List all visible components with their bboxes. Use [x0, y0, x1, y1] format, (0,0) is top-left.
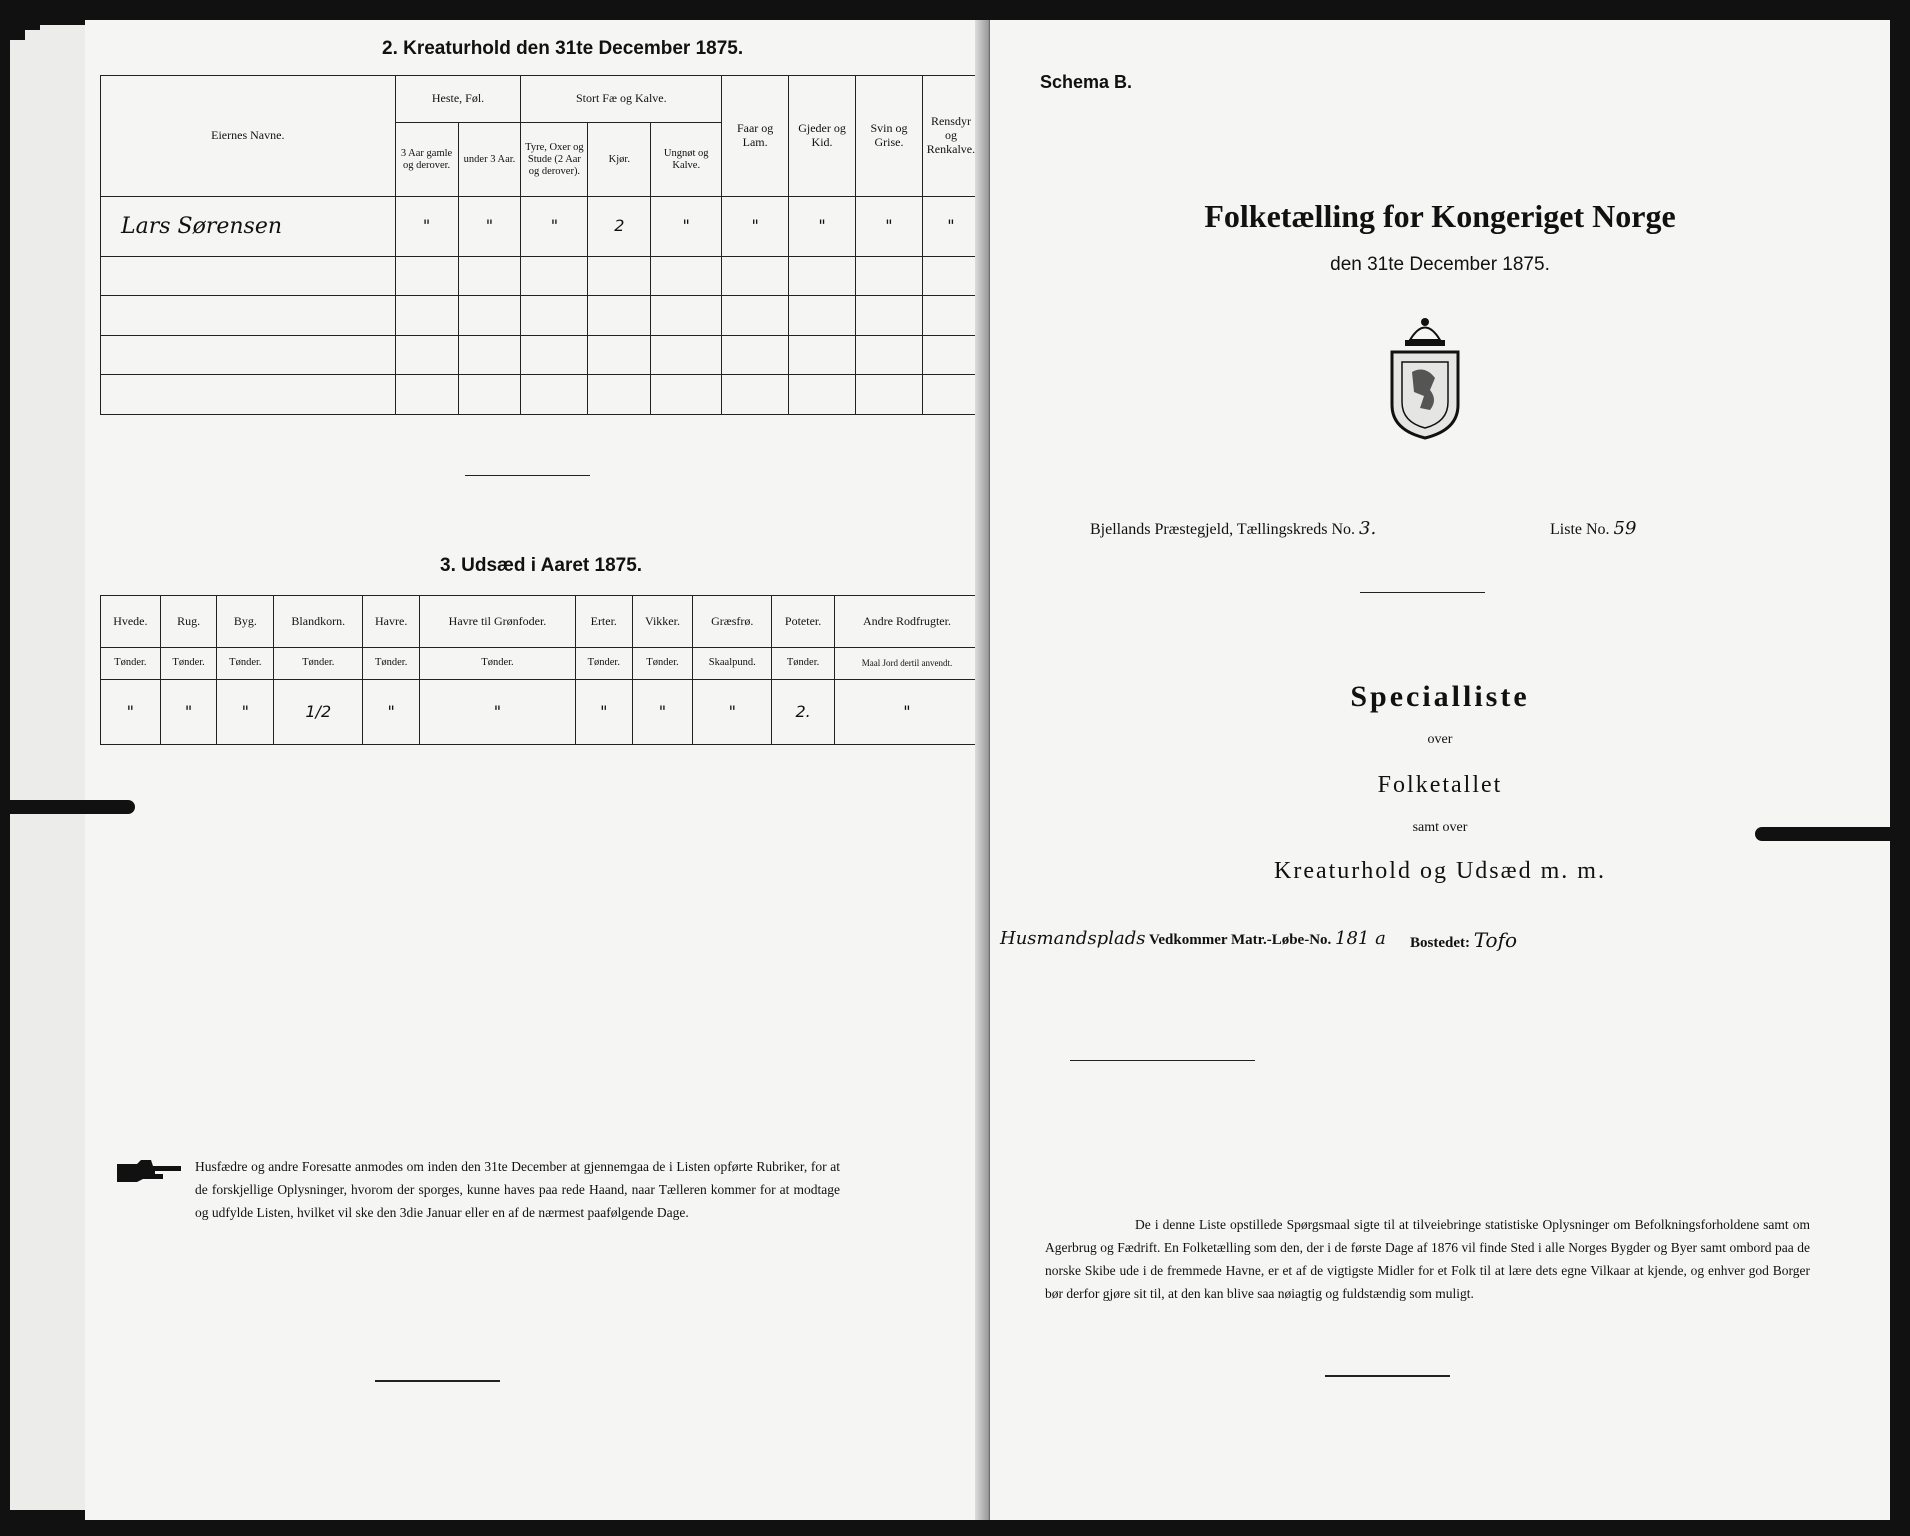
- bosted-value: Tofo: [1473, 928, 1518, 952]
- seed-header: Hvede.: [101, 596, 161, 648]
- seed-unit: Tønder.: [772, 647, 835, 679]
- seed-unit: Skaalpund.: [693, 647, 772, 679]
- seed-unit: Tønder.: [632, 647, 693, 679]
- seed-header: Erter.: [575, 596, 632, 648]
- parish-no: 3.: [1359, 518, 1377, 539]
- divider: [1360, 592, 1485, 593]
- place-type: Husmandsplads: [1000, 928, 1146, 949]
- seed-header: Græsfrø.: [693, 596, 772, 648]
- seed-header: Byg.: [217, 596, 274, 648]
- seed-unit: Tønder.: [101, 647, 161, 679]
- seed-value: ": [420, 680, 576, 745]
- livestock-cell: ": [789, 197, 856, 256]
- seed-title: 3. Udsæd i Aaret 1875.: [440, 555, 643, 576]
- livestock-table: [100, 75, 980, 415]
- seed-header: Havre.: [363, 596, 420, 648]
- matr-line: [1000, 928, 1386, 949]
- coat-of-arms-icon: [1380, 310, 1470, 440]
- livestock-cell: ": [856, 197, 923, 256]
- seed-value: 1/2: [274, 680, 363, 745]
- group-stort-fae: Stort Fæ og Kalve.: [521, 76, 722, 123]
- livestock-cell: ": [458, 197, 521, 256]
- col-owner: Eiernes Navne.: [101, 76, 396, 197]
- seed-unit: Tønder.: [575, 647, 632, 679]
- parish-label: Bjellands Præstegjeld, Tællingskreds No.: [1090, 521, 1356, 538]
- end-rule: [1325, 1375, 1450, 1377]
- binding-clip: [1755, 827, 1905, 841]
- over-text: over: [1427, 732, 1453, 747]
- seed-value: ": [632, 680, 693, 745]
- col-rensdyr: Rensdyr og Renkalve.: [922, 76, 979, 197]
- matr-no: 181 a: [1335, 928, 1386, 949]
- parish-line: [1090, 518, 1376, 539]
- census-date: den 31te December 1875.: [1330, 254, 1550, 275]
- schema-label: Schema B.: [1040, 72, 1133, 92]
- seed-header: Andre Rodfrugter.: [834, 596, 979, 648]
- divider: [1070, 1060, 1255, 1061]
- seed-value: ": [575, 680, 632, 745]
- livestock-cell: ": [722, 197, 789, 256]
- binding-clip: [0, 800, 135, 814]
- seed-unit: Tønder.: [217, 647, 274, 679]
- liste-line: [1550, 518, 1636, 539]
- sub-kjor: Kjør.: [588, 123, 651, 197]
- seed-unit: Tønder.: [363, 647, 420, 679]
- pointing-hand-icon: [115, 1158, 185, 1184]
- right-notice: De i denne Liste opstillede Spørgsmaal sigte til at tilveiebringe statistiske Oplysninger om Befolkningsforholdene samt om Agerbrug og Fædrift. En Folketælling som den, der i de første Dage af 1876 vil finde Sted i alle Norges Bygder og Byer samt ombord paa de norske Skibe ude i de fremmede Havne, er et af de vigtigste Midler for et Folk til at lære dets egne Vilkaar at kjende, og enhver god Borger bør derfor gjøre sit til, at den kan blive saa nøiagtig og fuldstændig som muligt.: [1045, 1217, 1810, 1301]
- sub-heste-old: 3 Aar gamle og derover.: [395, 123, 458, 197]
- liste-no: 59: [1613, 518, 1637, 539]
- sub-tyre: Tyre, Oxer og Stude (2 Aar og derover).: [521, 123, 588, 197]
- livestock-cell: 2: [588, 197, 651, 256]
- left-notice: Husfædre og andre Foresatte anmodes om inden den 31te December at gjennemgaa de i Listen opførte Rubriker, for at de forskjellige Oplysninger, hvorom der sporges, kunne haves paa rede Haand, naar Tælleren kommer for at modtage og udfylde Listen, hvilket vil ske den 3die Januar eller en af de nærmest paafølgende Dage.: [195, 1159, 840, 1220]
- seed-value: ": [693, 680, 772, 745]
- kreatur-text: Kreaturhold og Udsæd m. m.: [1274, 858, 1606, 884]
- seed-unit: Tønder.: [420, 647, 576, 679]
- group-heste: Heste, Føl.: [395, 76, 521, 123]
- sub-ungnoet: Ungnøt og Kalve.: [651, 123, 722, 197]
- livestock-cell: ": [521, 197, 588, 256]
- bosted-label: Bostedet:: [1410, 935, 1470, 951]
- matr-label: Vedkommer Matr.-Løbe-No.: [1148, 932, 1332, 948]
- seed-header: Havre til Grønfoder.: [420, 596, 576, 648]
- seed-value: ": [834, 680, 979, 745]
- col-faar: Faar og Lam.: [722, 76, 789, 197]
- seed-unit: Maal Jord dertil anvendt.: [834, 647, 979, 679]
- livestock-title: 2. Kreaturhold den 31te December 1875.: [382, 38, 744, 59]
- end-rule: [375, 1380, 500, 1382]
- liste-label: Liste No.: [1550, 521, 1610, 538]
- livestock-cell: ": [651, 197, 722, 256]
- specialliste-title: Specialliste: [1350, 680, 1530, 713]
- seed-header: Poteter.: [772, 596, 835, 648]
- seed-header: Blandkorn.: [274, 596, 363, 648]
- left-page: [85, 20, 985, 1520]
- owner-name: Lars Sørensen: [101, 197, 396, 256]
- bosted-line: [1410, 928, 1517, 952]
- samt-over-text: samt over: [1412, 820, 1468, 835]
- seed-unit: Tønder.: [160, 647, 217, 679]
- divider: [465, 475, 590, 476]
- col-svin: Svin og Grise.: [856, 76, 923, 197]
- sub-heste-young: under 3 Aar.: [458, 123, 521, 197]
- seed-header: Rug.: [160, 596, 217, 648]
- right-page: [990, 20, 1890, 1520]
- seed-table: [100, 595, 980, 745]
- folketallet-text: Folketallet: [1377, 772, 1503, 798]
- seed-value: ": [363, 680, 420, 745]
- livestock-cell: ": [395, 197, 458, 256]
- seed-value: 2.: [772, 680, 835, 745]
- seed-unit: Tønder.: [274, 647, 363, 679]
- livestock-cell: ": [922, 197, 979, 256]
- seed-value: ": [160, 680, 217, 745]
- seed-value: ": [217, 680, 274, 745]
- col-gjeder: Gjeder og Kid.: [789, 76, 856, 197]
- census-title: Folketælling for Kongeriget Norge: [1204, 198, 1676, 234]
- seed-header: Vikker.: [632, 596, 693, 648]
- seed-value: ": [101, 680, 161, 745]
